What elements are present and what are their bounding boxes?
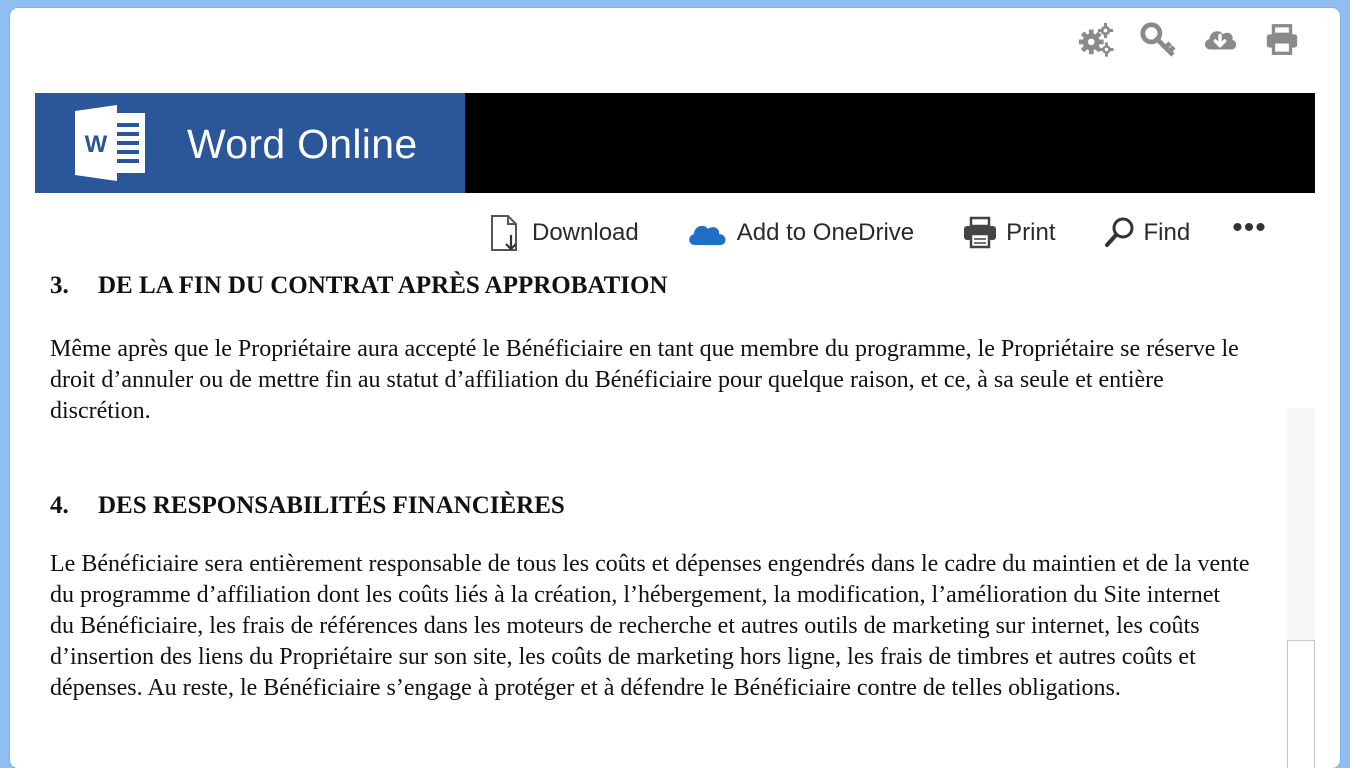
word-online-banner [35,93,1315,193]
section-3-number: 3. [50,272,69,299]
add-to-onedrive-label: Add to OneDrive [736,219,915,246]
section-3-title: DE LA FIN DU CONTRAT APRÈS APPROBATION [98,272,668,299]
onedrive-cloud-icon [687,218,729,248]
word-online-brand[interactable] [35,93,465,193]
top-icon-bar [1076,18,1302,62]
section-4-paragraph: Le Bénéficiaire sera entièrement responsable de tous les coûts et dépenses engendrés dans le cadre du maintien et de la vente du programme d’affiliation dont les coûts liés à la création, l’hébergement, la modification, l’amélioration du Site internet du Bénéficiaire, les frais de références dans les moteurs de recherche et autres outils de marketing sur internet, les coûts d’insertion des liens du Propriétaire sur son site, les coûts de marketing hors ligne, les frais de timbres et autres coûts et dépenses. Au reste, le Bénéficiaire s’engage à protéger et à défendre le Bénéficiaire contre de telles obligations. [50,551,1250,701]
section-4-number: 4. [50,492,69,519]
settings-gears-icon[interactable] [1076,20,1116,60]
redacted-banner-area [465,93,1315,193]
print-label: Print [1006,219,1056,246]
word-logo-icon [75,105,147,181]
find-button[interactable] [1104,216,1191,250]
download-button[interactable] [488,213,639,253]
find-label: Find [1143,219,1191,246]
print-icon [962,215,998,251]
app-name: Word Online [187,121,418,167]
cloud-download-icon[interactable] [1200,20,1240,60]
browser-window [10,8,1340,768]
document-toolbar [488,210,1267,256]
document-download-icon [488,213,524,253]
magnifier-icon [1104,216,1136,250]
section-4-title: DES RESPONSABILITÉS FINANCIÈRES [98,492,565,519]
logo-letter: W [84,131,108,158]
section-3-paragraph: Même après que le Propriétaire aura accepté le Bénéficiaire en tant que membre du programme, le Propriétaire se réserve le droit d’annuler ou de mettre fin au statut d’affiliation du Bénéficiaire pour quelque raison, et ce, à sa seule et entière discrétion. [50,336,1239,424]
scrollbar-thumb[interactable] [1287,640,1315,768]
section-4-heading [50,486,565,526]
section-3-heading [50,266,668,306]
more-options-button[interactable]: ••• [1232,211,1267,244]
add-to-onedrive-button[interactable] [687,218,914,248]
download-label: Download [532,219,639,246]
printer-icon[interactable] [1262,20,1302,60]
key-icon[interactable] [1138,20,1178,60]
print-button[interactable] [962,215,1055,251]
